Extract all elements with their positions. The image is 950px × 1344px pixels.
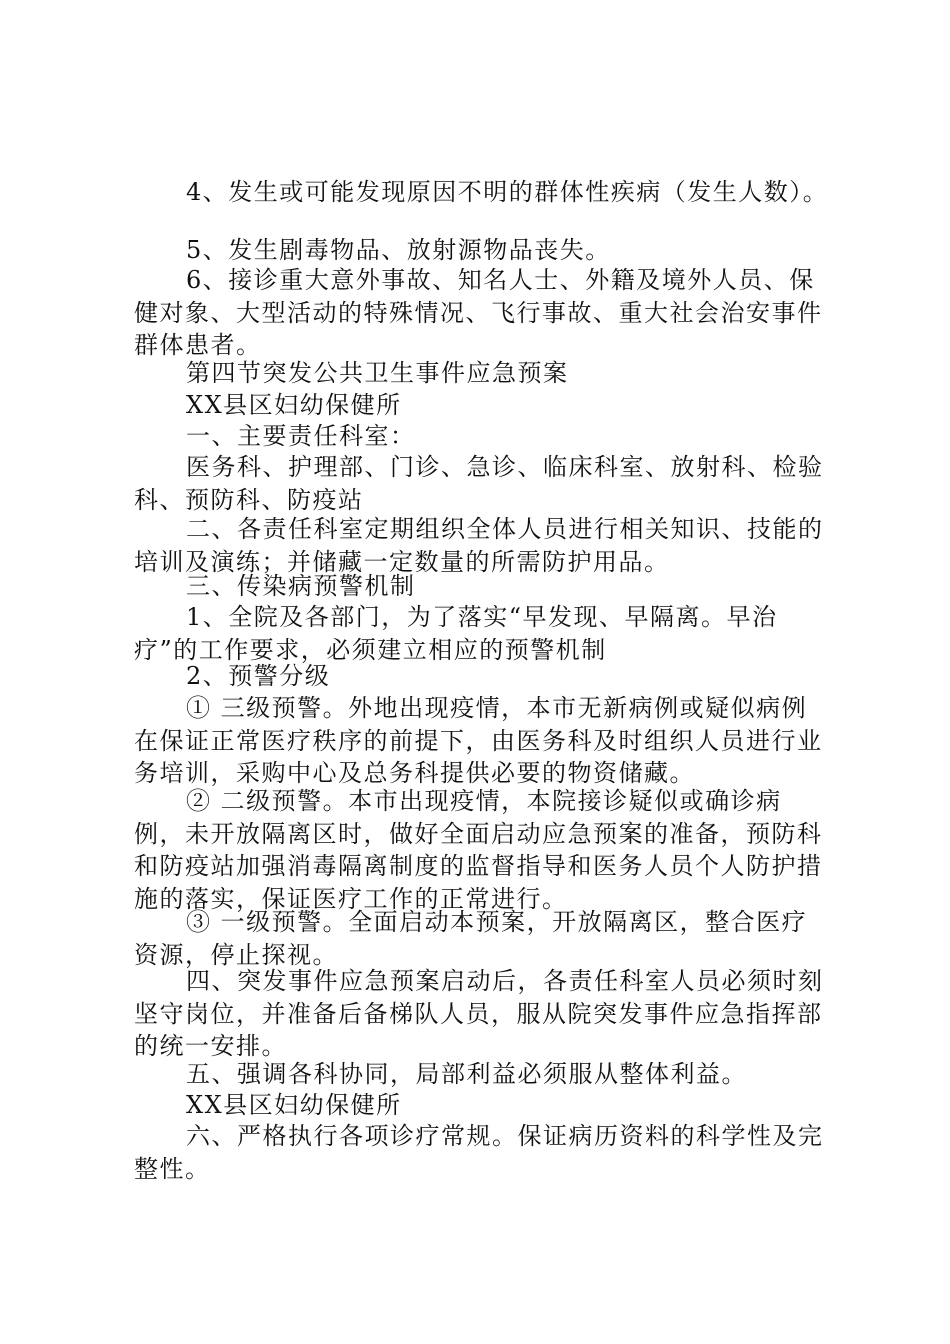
paragraph-item-5: 5、发生剧毒物品、放射源物品丧失。 <box>186 236 611 264</box>
paragraph-emergency-activation: 四、突发事件应急预案启动后，各责任科室人员必须时刻坚守岗位，并准备后备梯队人员，服从院突发事件应急指挥部的统一安排。 <box>134 967 824 1061</box>
paragraph-item-4: 4、发生或可能发现原因不明的群体性疾病（发生人数）。 <box>186 178 829 206</box>
paragraph-coordination: 五、强调各科协同，局部利益必须服从整体利益。 <box>186 1060 747 1088</box>
paragraph-dept-list: 医务科、护理部、门诊、急诊、临床科室、放射科、检验科、预防科、防疫站 <box>134 453 824 514</box>
institution-name-repeat: XX县区妇幼保健所 <box>186 1091 402 1119</box>
paragraph-level-one: ③ 一级预警。全面启动本预案，开放隔离区，整合医疗资源，停止探视。 <box>134 908 808 969</box>
heading-warning-levels: 2、预警分级 <box>186 662 331 690</box>
heading-warning-mechanism: 三、传染病预警机制 <box>186 572 416 600</box>
paragraph-level-two: ② 二级预警。本市出现疫情，本院接诊疑似或确诊病例，未开放隔离区时，做好全面启动应急预案的准备，预防科和防疫站加强消毒隔离制度的监督指导和医务人员个人防护措施的落实，保证医疗工作的正常进行。 <box>134 787 823 913</box>
paragraph-diagnosis-rules: 六、严格执行各项诊疗常规。保证病历资料的科学性及完整性。 <box>134 1122 824 1183</box>
heading-responsible-depts: 一、主要责任科室： <box>186 422 416 450</box>
section-heading: 第四节突发公共卫生事件应急预案 <box>186 359 569 387</box>
institution-name: XX县区妇幼保健所 <box>186 391 402 419</box>
paragraph-training: 二、各责任科室定期组织全体人员进行相关知识、技能的培训及演练；并储藏一定数量的所需防护用品。 <box>134 515 824 576</box>
paragraph-warning-requirement: 1、全院及各部门，为了落实“早发现、早隔离。早治疗”的工作要求，必须建立相应的预警机制 <box>134 603 778 664</box>
paragraph-item-6: 6、接诊重大意外事故、知名人士、外籍及境外人员、保健对象、大型活动的特殊情况、飞行事故、重大社会治安事件群体患者。 <box>134 266 823 360</box>
paragraph-level-three: ① 三级预警。外地出现疫情，本市无新病例或疑似病例在保证正常医疗秩序的前提下，由医务科及时组织人员进行业务培训，采购中心及总务科提供必要的物资储藏。 <box>134 694 823 788</box>
